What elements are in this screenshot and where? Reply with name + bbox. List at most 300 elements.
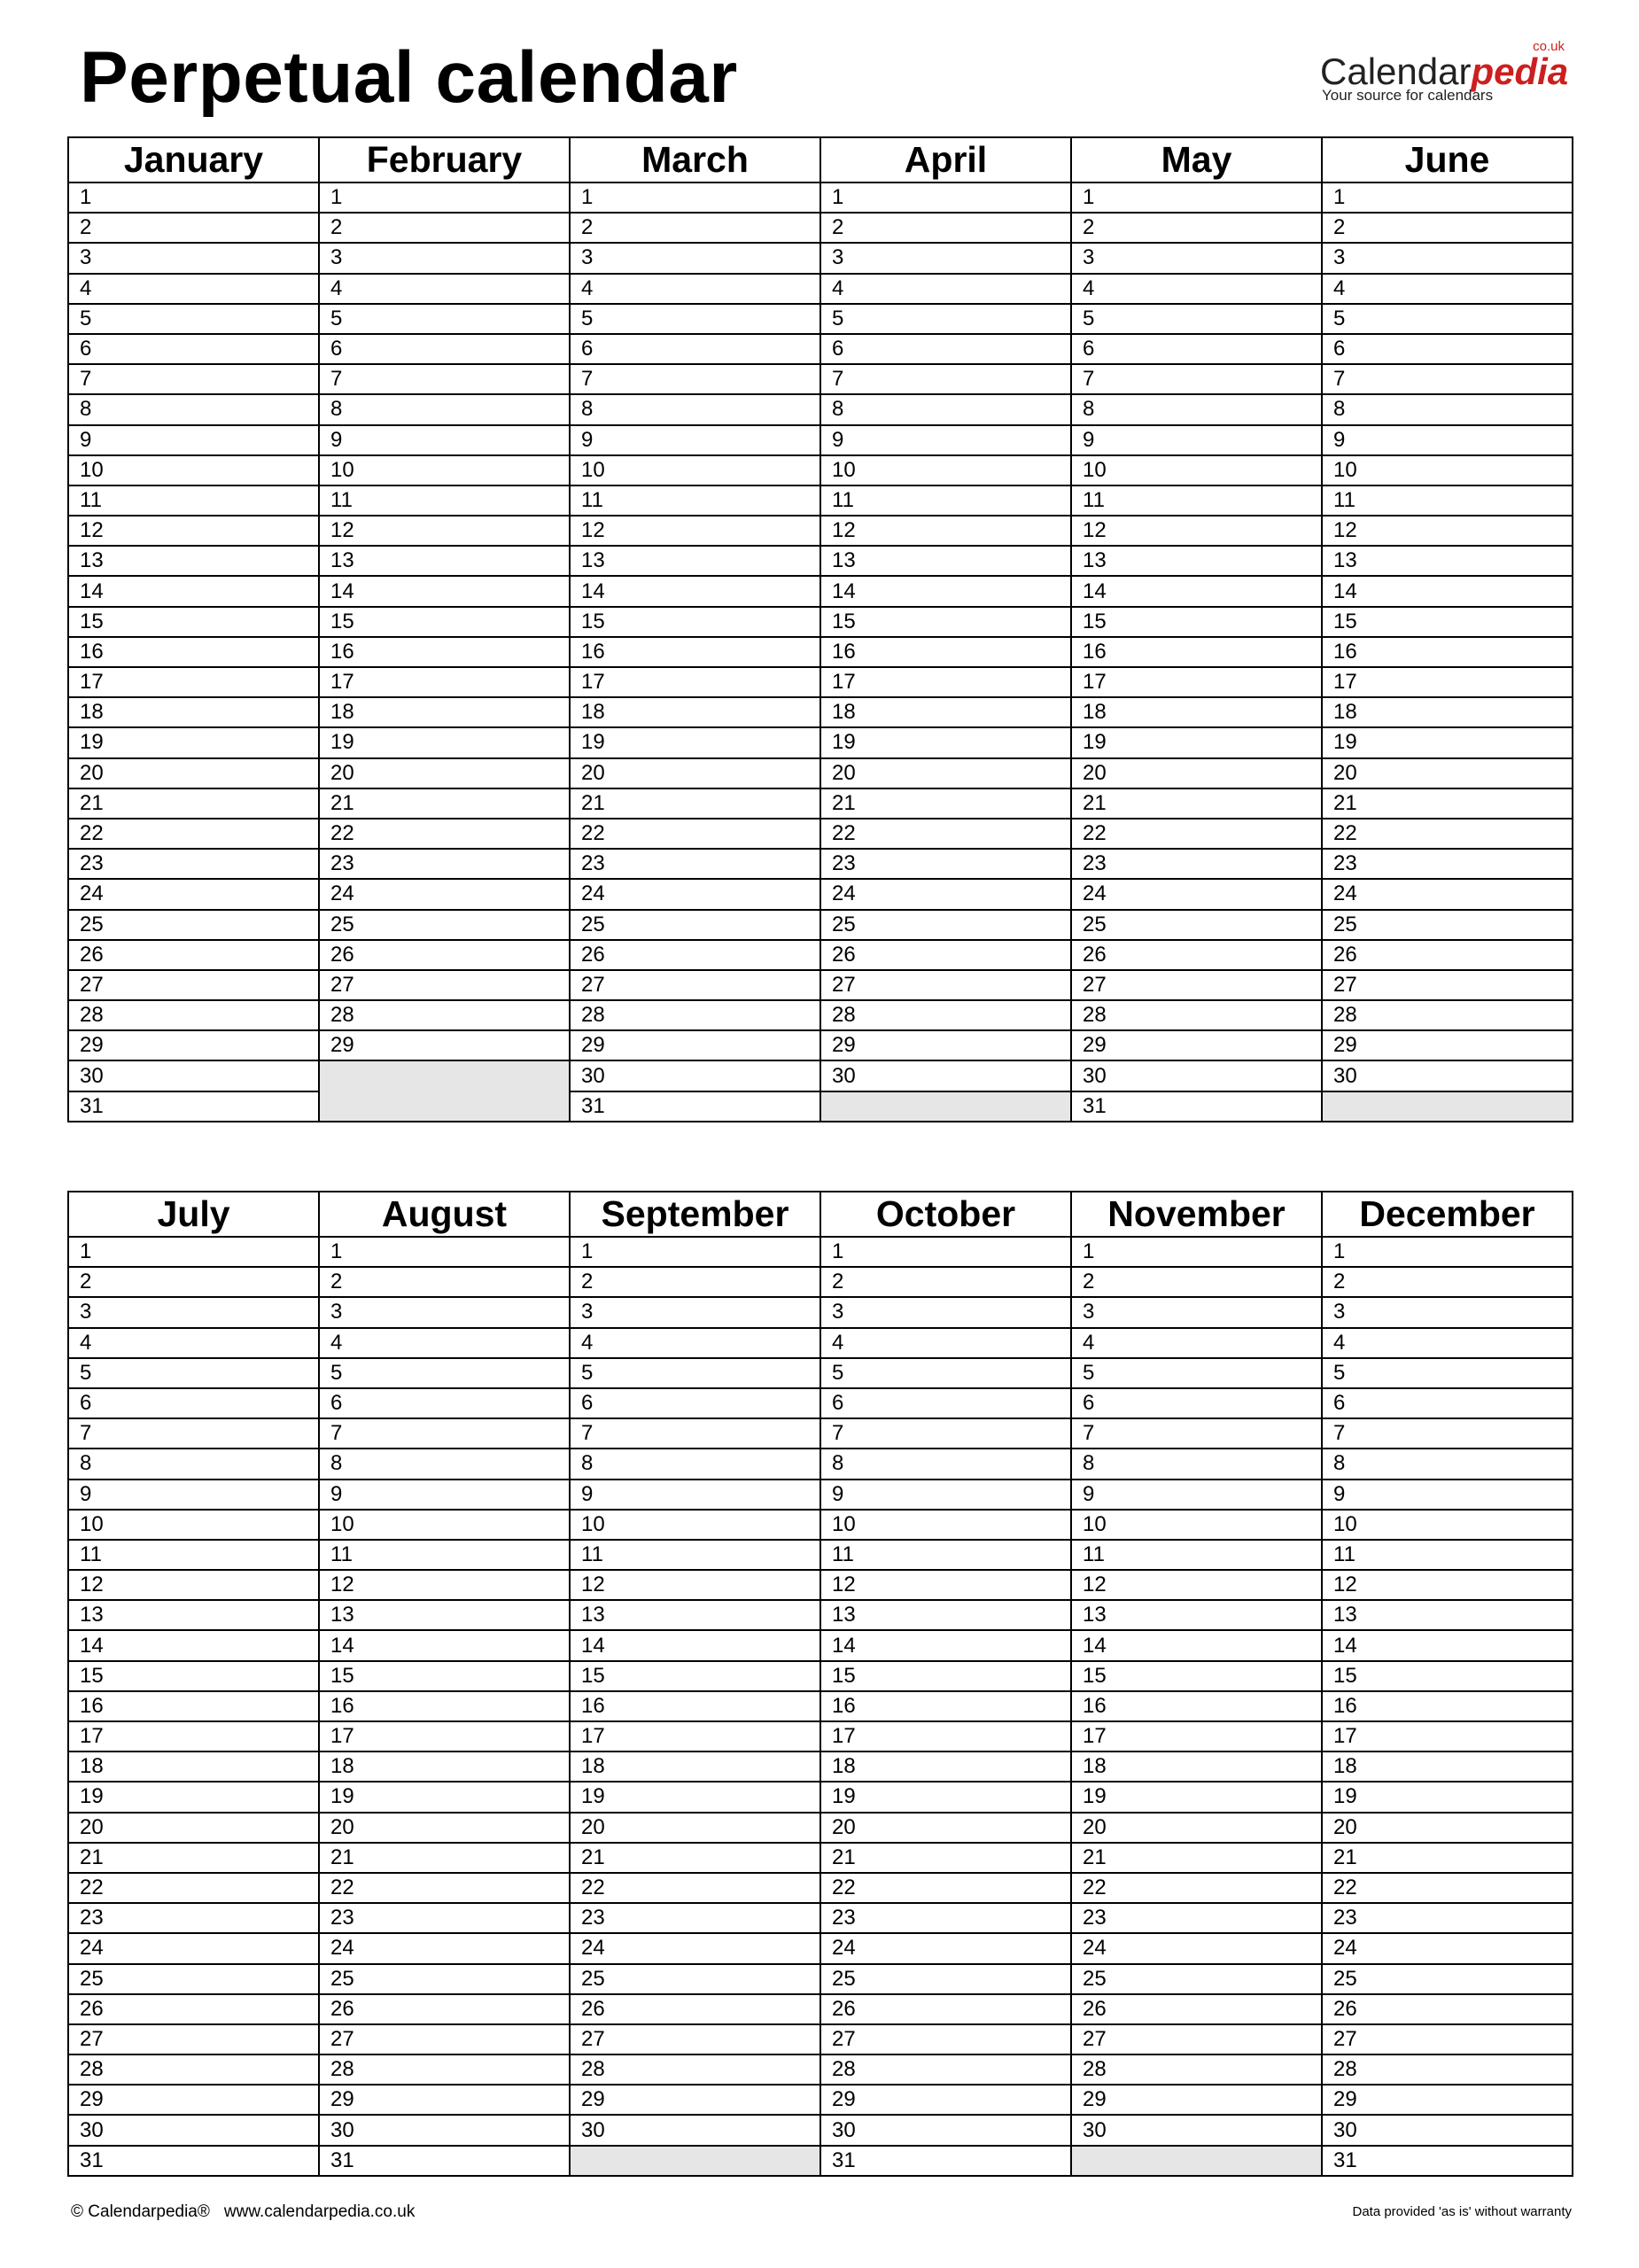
day-cell: 22 — [319, 819, 570, 849]
day-cell: 26 — [68, 940, 319, 970]
day-cell: 22 — [1071, 819, 1322, 849]
day-cell: 19 — [1071, 727, 1322, 757]
day-cell: 22 — [1322, 819, 1573, 849]
day-cell: 10 — [1071, 1510, 1322, 1540]
day-cell: 3 — [820, 243, 1071, 273]
day-cell: 9 — [820, 425, 1071, 455]
day-row — [68, 1449, 1573, 1479]
day-cell: 27 — [1322, 970, 1573, 1000]
day-cell: 15 — [820, 1661, 1071, 1691]
day-cell: 14 — [319, 576, 570, 606]
day-cell: 19 — [820, 727, 1071, 757]
day-row — [68, 455, 1573, 485]
day-cell: 20 — [820, 1813, 1071, 1843]
day-cell: 22 — [319, 1873, 570, 1903]
day-cell: 11 — [1322, 1540, 1573, 1570]
day-cell: 18 — [820, 1751, 1071, 1782]
day-cell: 25 — [820, 910, 1071, 940]
day-cell: 5 — [68, 304, 319, 334]
day-cell: 13 — [68, 1600, 319, 1630]
month-header-row-group — [68, 1192, 1573, 1237]
day-cell: 19 — [68, 727, 319, 757]
day-cell: 1 — [570, 1237, 820, 1267]
day-row — [68, 2146, 1573, 2176]
day-cell: 23 — [1322, 1903, 1573, 1933]
day-cell: 24 — [570, 1933, 820, 1963]
day-cell: 25 — [1071, 910, 1322, 940]
day-cell: 10 — [1071, 455, 1322, 485]
day-cell: 2 — [1322, 1267, 1573, 1297]
calendarpedia-logo[interactable] — [1320, 39, 1577, 113]
day-row — [68, 1091, 1573, 1122]
day-cell: 4 — [570, 1328, 820, 1358]
day-cell: 19 — [1322, 1782, 1573, 1812]
day-row — [68, 1903, 1573, 1933]
day-row — [68, 1691, 1573, 1721]
day-cell: 21 — [1322, 1843, 1573, 1873]
day-cell: 14 — [570, 576, 820, 606]
day-cell: 28 — [68, 2054, 319, 2085]
day-cell: 17 — [1322, 1721, 1573, 1751]
day-cell: 15 — [570, 1661, 820, 1691]
day-row — [68, 819, 1573, 849]
day-cell: 14 — [68, 1630, 319, 1660]
day-cell: 6 — [68, 1388, 319, 1418]
day-cell: 30 — [1322, 1060, 1573, 1091]
day-cell: 19 — [319, 727, 570, 757]
day-cell: 21 — [319, 1843, 570, 1873]
day-cell: 18 — [68, 697, 319, 727]
day-cell: 7 — [820, 1418, 1071, 1449]
empty-day-cell — [820, 1091, 1071, 1122]
day-cell: 21 — [1071, 1843, 1322, 1873]
day-cell: 22 — [820, 1873, 1071, 1903]
day-cell: 6 — [570, 1388, 820, 1418]
day-row — [68, 485, 1573, 516]
day-cell: 4 — [319, 274, 570, 304]
day-cell: 23 — [1322, 849, 1573, 879]
day-cell: 24 — [1322, 1933, 1573, 1963]
day-cell: 19 — [319, 1782, 570, 1812]
day-row — [68, 1751, 1573, 1782]
day-cell: 8 — [68, 394, 319, 424]
day-cell: 9 — [570, 425, 820, 455]
day-cell: 2 — [1071, 1267, 1322, 1297]
day-cell: 8 — [820, 394, 1071, 424]
day-cell: 18 — [319, 697, 570, 727]
day-cell: 28 — [1322, 1000, 1573, 1030]
day-cell: 7 — [820, 364, 1071, 394]
day-cell: 11 — [319, 1540, 570, 1570]
day-row — [68, 576, 1573, 606]
day-cell: 30 — [1071, 2115, 1322, 2145]
day-cell: 1 — [68, 1237, 319, 1267]
day-cell: 7 — [570, 364, 820, 394]
day-cell: 18 — [820, 697, 1071, 727]
day-cell: 20 — [570, 758, 820, 788]
day-cell: 8 — [1071, 1449, 1322, 1479]
day-cell: 14 — [820, 576, 1071, 606]
day-cell: 25 — [1071, 1964, 1322, 1994]
day-cell: 9 — [1322, 425, 1573, 455]
day-row — [68, 546, 1573, 576]
day-cell: 21 — [68, 1843, 319, 1873]
day-row — [68, 788, 1573, 819]
day-cell: 11 — [68, 485, 319, 516]
day-cell: 26 — [1071, 1994, 1322, 2024]
day-cell: 18 — [1322, 1751, 1573, 1782]
day-cell: 9 — [1322, 1480, 1573, 1510]
day-cell: 25 — [1322, 910, 1573, 940]
day-cell: 7 — [1322, 364, 1573, 394]
day-cell: 18 — [1322, 697, 1573, 727]
day-cell: 9 — [68, 425, 319, 455]
day-cell: 20 — [319, 758, 570, 788]
month-header: July — [68, 1192, 319, 1237]
day-cell: 10 — [820, 455, 1071, 485]
day-cell: 24 — [820, 879, 1071, 909]
day-cell: 5 — [1071, 1358, 1322, 1388]
day-cell: 9 — [1071, 1480, 1322, 1510]
day-cell: 27 — [68, 2024, 319, 2054]
day-cell: 26 — [820, 1994, 1071, 2024]
day-cell: 23 — [570, 1903, 820, 1933]
day-cell: 30 — [570, 1060, 820, 1091]
day-cell: 26 — [1322, 940, 1573, 970]
day-cell: 2 — [820, 213, 1071, 243]
days-body — [68, 1237, 1573, 2176]
day-cell: 26 — [1071, 940, 1322, 970]
day-row — [68, 1030, 1573, 1060]
day-cell: 6 — [68, 334, 319, 364]
day-cell: 3 — [319, 243, 570, 273]
day-cell: 1 — [820, 183, 1071, 213]
day-cell: 11 — [820, 1540, 1071, 1570]
day-cell: 27 — [319, 970, 570, 1000]
day-cell: 7 — [319, 1418, 570, 1449]
day-cell: 23 — [820, 849, 1071, 879]
day-cell: 23 — [319, 849, 570, 879]
logo-brand: Calendar — [1320, 50, 1472, 92]
day-cell: 6 — [820, 1388, 1071, 1418]
day-cell: 23 — [319, 1903, 570, 1933]
logo-tagline: Your source for calendars — [1322, 87, 1494, 104]
day-cell: 29 — [1071, 1030, 1322, 1060]
day-cell: 14 — [1322, 576, 1573, 606]
day-cell: 13 — [319, 1600, 570, 1630]
day-cell: 21 — [570, 1843, 820, 1873]
month-header: December — [1322, 1192, 1573, 1237]
day-cell: 2 — [68, 1267, 319, 1297]
day-cell: 1 — [570, 183, 820, 213]
day-cell: 2 — [68, 213, 319, 243]
day-cell: 30 — [570, 2115, 820, 2145]
day-row — [68, 1933, 1573, 1963]
day-cell: 16 — [570, 1691, 820, 1721]
day-row — [68, 2054, 1573, 2085]
day-cell: 9 — [319, 425, 570, 455]
day-cell: 8 — [1322, 394, 1573, 424]
day-cell: 5 — [570, 304, 820, 334]
day-cell: 20 — [570, 1813, 820, 1843]
day-cell: 16 — [319, 1691, 570, 1721]
day-cell: 27 — [1322, 2024, 1573, 2054]
day-cell: 1 — [319, 1237, 570, 1267]
day-cell: 30 — [68, 2115, 319, 2145]
day-cell: 21 — [319, 788, 570, 819]
day-cell: 31 — [820, 2146, 1071, 2176]
day-cell: 6 — [319, 1388, 570, 1418]
day-cell: 26 — [1322, 1994, 1573, 2024]
empty-day-cell — [570, 2146, 820, 2176]
day-cell: 26 — [68, 1994, 319, 2024]
day-cell: 11 — [820, 485, 1071, 516]
day-cell: 17 — [820, 667, 1071, 697]
day-cell: 29 — [570, 2085, 820, 2115]
day-cell: 13 — [570, 1600, 820, 1630]
days-body — [68, 183, 1573, 1122]
day-cell: 22 — [820, 819, 1071, 849]
day-cell: 20 — [319, 1813, 570, 1843]
day-row — [68, 758, 1573, 788]
day-row — [68, 274, 1573, 304]
day-cell: 25 — [570, 1964, 820, 1994]
calendar-second-half — [67, 1191, 1573, 2177]
day-cell: 20 — [1322, 1813, 1573, 1843]
day-cell: 30 — [820, 1060, 1071, 1091]
day-cell: 28 — [570, 1000, 820, 1030]
day-cell: 1 — [68, 183, 319, 213]
day-cell: 30 — [1071, 1060, 1322, 1091]
day-cell: 7 — [1322, 1418, 1573, 1449]
day-cell: 24 — [319, 879, 570, 909]
day-cell: 12 — [1071, 516, 1322, 546]
day-cell: 26 — [570, 1994, 820, 2024]
day-cell: 15 — [820, 607, 1071, 637]
day-cell: 29 — [570, 1030, 820, 1060]
logo-accent: pedia — [1471, 50, 1569, 92]
day-cell: 29 — [68, 2085, 319, 2115]
day-cell: 9 — [570, 1480, 820, 1510]
day-cell: 22 — [68, 819, 319, 849]
day-cell: 16 — [68, 1691, 319, 1721]
day-row — [68, 637, 1573, 667]
day-row — [68, 1358, 1573, 1388]
day-cell: 2 — [319, 1267, 570, 1297]
day-cell: 17 — [820, 1721, 1071, 1751]
day-row — [68, 1328, 1573, 1358]
day-cell: 17 — [319, 667, 570, 697]
day-row — [68, 727, 1573, 757]
day-cell: 3 — [319, 1297, 570, 1327]
day-cell: 18 — [570, 697, 820, 727]
day-cell: 10 — [68, 455, 319, 485]
day-cell: 15 — [1071, 1661, 1322, 1691]
day-cell: 1 — [820, 1237, 1071, 1267]
month-header: August — [319, 1192, 570, 1237]
day-cell: 14 — [1322, 1630, 1573, 1660]
day-cell: 21 — [1071, 788, 1322, 819]
day-cell: 31 — [319, 2146, 570, 2176]
day-row — [68, 1570, 1573, 1600]
month-header: February — [319, 137, 570, 183]
day-cell: 8 — [68, 1449, 319, 1479]
day-cell: 23 — [820, 1903, 1071, 1933]
day-cell: 19 — [1322, 727, 1573, 757]
day-cell: 21 — [68, 788, 319, 819]
day-cell: 8 — [1071, 394, 1322, 424]
day-cell: 7 — [68, 1418, 319, 1449]
day-cell: 13 — [1071, 546, 1322, 576]
day-cell: 2 — [570, 1267, 820, 1297]
day-cell: 27 — [820, 2024, 1071, 2054]
month-header: May — [1071, 137, 1322, 183]
day-cell: 24 — [570, 879, 820, 909]
day-cell: 26 — [319, 1994, 570, 2024]
day-cell: 12 — [570, 516, 820, 546]
day-cell: 26 — [570, 940, 820, 970]
day-cell: 6 — [820, 334, 1071, 364]
day-cell: 25 — [319, 1964, 570, 1994]
day-cell: 4 — [820, 274, 1071, 304]
day-cell: 15 — [319, 1661, 570, 1691]
day-row — [68, 1388, 1573, 1418]
website-link[interactable]: www.calendarpedia.co.uk — [223, 2202, 416, 2221]
day-cell: 15 — [1322, 1661, 1573, 1691]
day-cell: 7 — [1071, 364, 1322, 394]
day-cell: 4 — [1071, 274, 1322, 304]
day-cell: 15 — [1322, 607, 1573, 637]
day-cell: 6 — [319, 334, 570, 364]
day-row — [68, 516, 1573, 546]
day-cell: 28 — [820, 2054, 1071, 2085]
day-cell: 10 — [1322, 455, 1573, 485]
day-cell: 8 — [319, 394, 570, 424]
month-header: November — [1071, 1192, 1322, 1237]
day-cell: 24 — [1071, 879, 1322, 909]
day-cell: 12 — [68, 516, 319, 546]
day-cell: 27 — [1071, 2024, 1322, 2054]
day-cell: 13 — [1322, 1600, 1573, 1630]
day-cell: 12 — [570, 1570, 820, 1600]
day-cell: 10 — [570, 455, 820, 485]
day-cell: 2 — [570, 213, 820, 243]
day-cell: 22 — [1071, 1873, 1322, 1903]
day-cell: 12 — [1322, 516, 1573, 546]
day-cell: 3 — [570, 1297, 820, 1327]
day-cell: 16 — [319, 637, 570, 667]
day-cell: 30 — [820, 2115, 1071, 2145]
day-cell: 9 — [319, 1480, 570, 1510]
day-cell: 1 — [1322, 183, 1573, 213]
day-cell: 12 — [319, 1570, 570, 1600]
day-cell: 30 — [319, 2115, 570, 2145]
day-cell: 11 — [1071, 1540, 1322, 1570]
day-cell: 3 — [1071, 1297, 1322, 1327]
day-cell: 23 — [68, 1903, 319, 1933]
day-cell: 23 — [1071, 1903, 1322, 1933]
day-cell: 1 — [1071, 183, 1322, 213]
day-cell: 16 — [820, 1691, 1071, 1721]
day-cell: 17 — [1071, 667, 1322, 697]
day-cell: 20 — [1071, 758, 1322, 788]
day-cell: 7 — [570, 1418, 820, 1449]
day-cell: 16 — [1322, 1691, 1573, 1721]
day-cell: 5 — [820, 304, 1071, 334]
day-cell: 18 — [68, 1751, 319, 1782]
day-cell: 21 — [570, 788, 820, 819]
day-cell: 11 — [319, 485, 570, 516]
day-cell: 4 — [1322, 274, 1573, 304]
day-cell: 28 — [68, 1000, 319, 1030]
day-cell: 3 — [68, 1297, 319, 1327]
day-cell: 31 — [68, 1091, 319, 1122]
day-cell: 11 — [570, 485, 820, 516]
day-cell: 14 — [820, 1630, 1071, 1660]
day-cell: 25 — [1322, 1964, 1573, 1994]
day-cell: 13 — [570, 546, 820, 576]
day-cell: 28 — [1071, 1000, 1322, 1030]
logo-tld: co.uk — [1533, 39, 1565, 54]
month-header-row — [68, 1192, 1573, 1237]
day-cell: 20 — [68, 1813, 319, 1843]
day-cell: 31 — [68, 2146, 319, 2176]
day-cell: 5 — [319, 304, 570, 334]
day-cell: 5 — [319, 1358, 570, 1388]
day-cell: 5 — [1322, 1358, 1573, 1388]
day-cell: 23 — [1071, 849, 1322, 879]
day-row — [68, 1600, 1573, 1630]
day-cell: 14 — [1071, 1630, 1322, 1660]
day-cell: 22 — [570, 819, 820, 849]
day-cell: 17 — [570, 667, 820, 697]
day-cell: 14 — [1071, 576, 1322, 606]
month-header: October — [820, 1192, 1071, 1237]
footer-left — [71, 2202, 415, 2222]
day-cell: 11 — [570, 1540, 820, 1570]
month-header: April — [820, 137, 1071, 183]
day-cell: 13 — [820, 1600, 1071, 1630]
day-cell: 9 — [1071, 425, 1322, 455]
day-cell: 9 — [68, 1480, 319, 1510]
day-row — [68, 849, 1573, 879]
day-row — [68, 1060, 1573, 1091]
day-cell: 30 — [68, 1060, 319, 1091]
day-cell: 10 — [319, 1510, 570, 1540]
day-cell: 18 — [570, 1751, 820, 1782]
day-cell: 15 — [319, 607, 570, 637]
day-cell: 29 — [820, 1030, 1071, 1060]
day-cell: 27 — [68, 970, 319, 1000]
day-cell: 14 — [68, 576, 319, 606]
copyright-text: © Calendarpedia® — [71, 2202, 210, 2221]
day-cell: 25 — [820, 1964, 1071, 1994]
day-cell: 31 — [1071, 1091, 1322, 1122]
empty-day-cell — [1071, 2146, 1322, 2176]
day-row — [68, 243, 1573, 273]
day-cell: 21 — [820, 788, 1071, 819]
day-cell: 13 — [820, 546, 1071, 576]
day-cell: 11 — [1322, 485, 1573, 516]
day-cell: 13 — [319, 546, 570, 576]
day-cell: 31 — [570, 1091, 820, 1122]
day-cell: 24 — [1071, 1933, 1322, 1963]
day-cell: 18 — [1071, 697, 1322, 727]
day-cell: 28 — [319, 1000, 570, 1030]
day-cell: 4 — [1322, 1328, 1573, 1358]
day-cell: 9 — [820, 1480, 1071, 1510]
day-cell: 20 — [68, 758, 319, 788]
